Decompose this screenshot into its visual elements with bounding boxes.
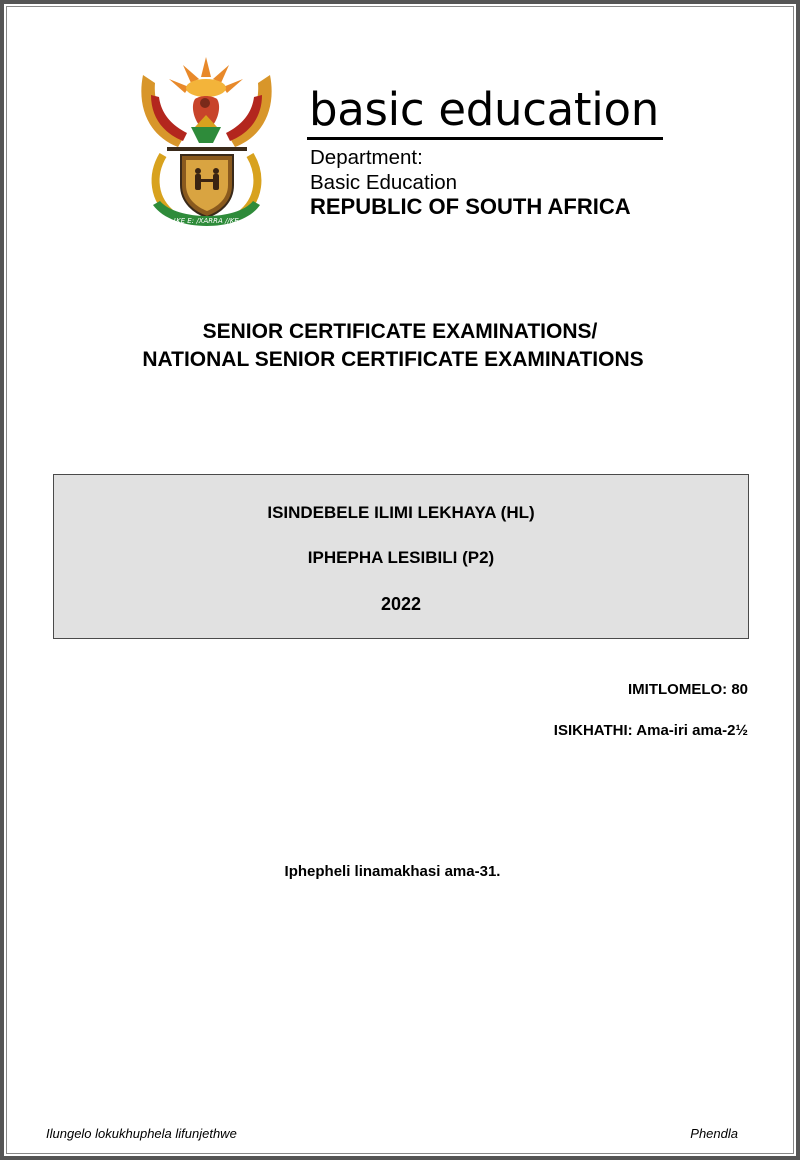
copyright-footer: Ilungelo lokukhuphela lifunjethwe bbox=[46, 1126, 237, 1141]
paper-number: IPHEPHA LESIBILI (P2) bbox=[307, 548, 495, 567]
country-name: REPUBLIC OF SOUTH AFRICA bbox=[310, 194, 631, 219]
subject-name: ISINDEBELE ILIMI LEKHAYA (HL) bbox=[267, 503, 535, 522]
coat-of-arms-icon bbox=[133, 55, 280, 233]
brand-title: basic education bbox=[309, 83, 659, 136]
brand-underline bbox=[307, 137, 663, 140]
marks-label: IMITLOMELO: 80 bbox=[628, 681, 748, 698]
subject-box bbox=[53, 474, 749, 639]
department-name: Basic Education bbox=[310, 171, 458, 194]
department-label: Department: bbox=[310, 146, 423, 169]
time-label: ISIKHATHI: Ama-iri ama-2½ bbox=[553, 722, 748, 739]
exam-year: 2022 bbox=[380, 594, 422, 614]
exam-title-line1: SENIOR CERTIFICATE EXAMINATIONS/ bbox=[202, 320, 598, 343]
next-page-footer: Phendla bbox=[690, 1126, 738, 1141]
exam-title-line2: NATIONAL SENIOR CERTIFICATE EXAMINATIONS bbox=[142, 348, 644, 371]
page-count-note: Iphepheli linamakhasi ama-31. bbox=[284, 863, 501, 880]
crest-motto: !KE E: /XARRA //KE bbox=[173, 217, 239, 225]
